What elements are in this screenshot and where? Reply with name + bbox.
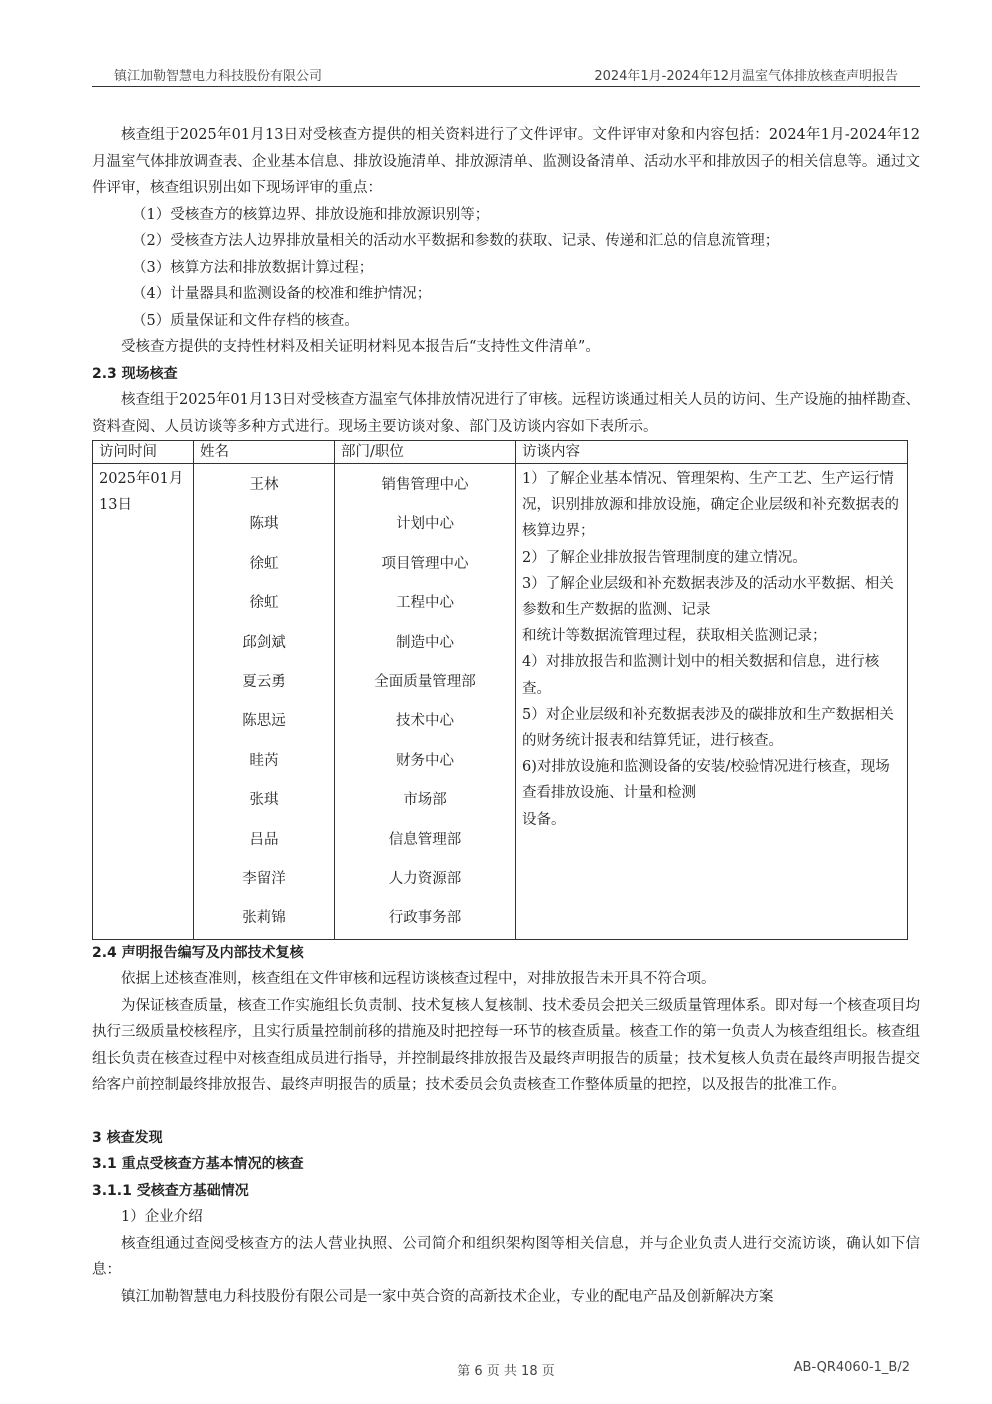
header-interview-content: 访谈内容 bbox=[516, 441, 908, 464]
department: 财务中心 bbox=[396, 752, 454, 769]
header-report-title: 2024年1月-2024年12月温室气体排放核查声明报告 bbox=[594, 69, 898, 84]
list-item: （4）计量器具和监测设备的校准和维护情况； bbox=[132, 286, 432, 302]
interview-topic: 1）了解企业基本情况、管理架构、生产工艺、生产运行情况，识别排放源和排放设施，确定企业层级和补充数据表的核算边界； bbox=[522, 471, 899, 540]
list-item: （5）质量保证和文件存档的核查。 bbox=[132, 312, 359, 329]
page-content bbox=[92, 122, 920, 1310]
person-name: 眭芮 bbox=[249, 752, 279, 769]
department: 全面质量管理部 bbox=[374, 673, 476, 690]
interview-topic: 6)对排放设施和监测设备的安装/校验情况进行核查，现场查看排放设施、计量和检测 bbox=[522, 759, 890, 802]
paragraph-review-license: 核查组通过查阅受核查方的法人营业执照、公司简介和组织架构图等相关信息，并与企业负责人进行交流访谈，确认如下信息： bbox=[92, 1235, 920, 1279]
person-name: 吕品 bbox=[249, 831, 279, 848]
person-name: 徐虹 bbox=[249, 595, 279, 612]
person-name: 夏云勇 bbox=[242, 673, 286, 690]
person-name: 陈思远 bbox=[242, 713, 286, 730]
paragraph-document-review: 核查组于2025年01月13日对受核查方提供的相关资料进行了文件评审。文件评审对象和内容包括：2024年1月-2024年12月温室气体排放调查表、企业基本信息、排放设施清单、排放源清单、监测设备清单、活动水平和排放因子的相关信息等。通过文件评审，核查组识别出如下现场评审的重点： bbox=[92, 127, 920, 196]
section-heading-2-3: 2.3 现场核查 bbox=[92, 365, 178, 382]
section-heading-2-4: 2.4 声明报告编写及内部技术复核 bbox=[92, 944, 304, 961]
list-item: （2）受核查方法人边界排放量相关的活动水平数据和参数的获取、记录、传递和汇总的信息流管理； bbox=[132, 233, 780, 249]
blank-line bbox=[92, 1099, 920, 1125]
names-cell bbox=[194, 464, 335, 940]
interview-topic: 设备。 bbox=[522, 811, 566, 828]
visit-time-cell: 2025年01月13日 bbox=[93, 464, 194, 940]
paragraph-company-description: 镇江加勒智慧电力科技股份有限公司是一家中英合资的高新技术企业，专业的配电产品及创新解决方案 bbox=[121, 1288, 774, 1305]
section-heading-3-1: 3.1 重点受核查方基本情况的核查 bbox=[92, 1156, 304, 1173]
interview-topic: 和统计等数据流管理过程，获取相关监测记录； bbox=[522, 628, 827, 645]
paragraph-supporting-materials: 受核查方提供的支持性材料及相关证明材料见本报告后“支持性文件清单”。 bbox=[121, 339, 600, 355]
section-heading-3: 3 核查发现 bbox=[92, 1129, 163, 1146]
table-header-row bbox=[93, 441, 908, 464]
table-row bbox=[93, 464, 908, 940]
department: 工程中心 bbox=[396, 595, 454, 612]
departments-cell bbox=[335, 464, 516, 940]
header-visit-time: 访问时间 bbox=[93, 441, 194, 464]
interview-topic: 5）对企业层级和补充数据表涉及的碳排放和生产数据相关的财务统计报表和结算凭证，进行核查。 bbox=[522, 706, 894, 750]
list-item: （3）核算方法和排放数据计算过程； bbox=[132, 259, 374, 276]
person-name: 徐虹 bbox=[249, 555, 279, 572]
department: 行政事务部 bbox=[388, 910, 462, 927]
person-name: 张琪 bbox=[249, 792, 279, 809]
interview-topic: 3）了解企业层级和补充数据表涉及的活动水平数据、相关参数和生产数据的监测、记录 bbox=[522, 575, 894, 619]
person-name: 张莉锦 bbox=[242, 910, 286, 927]
list-item: （1）受核查方的核算边界、排放设施和排放源识别等； bbox=[132, 206, 490, 223]
person-name: 陈琪 bbox=[249, 516, 279, 533]
person-name: 李留洋 bbox=[242, 870, 286, 887]
subheading-company-intro: 1）企业介绍 bbox=[121, 1209, 203, 1226]
department: 市场部 bbox=[403, 792, 447, 809]
header-department: 部门/职位 bbox=[335, 441, 516, 464]
page-number: 第 6 页 共 18 页 bbox=[457, 1364, 555, 1379]
department: 销售管理中心 bbox=[381, 477, 469, 493]
department: 信息管理部 bbox=[388, 831, 462, 848]
paragraph-quality-system: 为保证核查质量，核查工作实施组长负责制、技术复核人复核制、技术委员会把关三级质量管理体系。即对每一个核查项目均执行三级质量校核程序，且实行质量控制前移的措施及时把控每一环节的核查质量。核查工作的第一负责人为核查组组长。核查组组长负责在核查过程中对核查组成员进行指导，并控制最终排放报告及最终声明报告的质量；技术复核人负责在最终声明报告提交给客户前控制最终排放报告、最终声明报告的质量；技术委员会负责核查工作整体质量的把控，以及报告的批准工作。 bbox=[92, 997, 920, 1094]
department: 计划中心 bbox=[396, 516, 454, 533]
section-heading-3-1-1: 3.1.1 受核查方基础情况 bbox=[92, 1182, 249, 1199]
paragraph-nonconformity: 依据上述核查准则，核查组在文件审核和远程访谈核查过程中，对排放报告未开具不符合项。 bbox=[121, 971, 716, 988]
header-company: 镇江加勒智慧电力科技股份有限公司 bbox=[114, 69, 323, 84]
interview-table bbox=[92, 440, 908, 940]
interview-topic: 2）了解企业排放报告管理制度的建立情况。 bbox=[522, 549, 807, 566]
department: 项目管理中心 bbox=[381, 555, 469, 572]
page-header bbox=[92, 62, 920, 87]
person-name: 王林 bbox=[249, 477, 279, 493]
department: 人力资源部 bbox=[388, 870, 462, 887]
department: 制造中心 bbox=[396, 634, 454, 651]
document-code: AB-QR4060-1_B/2 bbox=[793, 1360, 910, 1375]
department: 技术中心 bbox=[396, 713, 454, 730]
interview-topic: 4）对排放报告和监测计划中的相关数据和信息，进行核查。 bbox=[522, 654, 880, 697]
person-name: 邱剑斌 bbox=[242, 634, 286, 651]
header-name: 姓名 bbox=[194, 441, 335, 464]
paragraph-site-check: 核查组于2025年01月13日对受核查方温室气体排放情况进行了审核。远程访谈通过相关人员的访问、生产设施的抽样勘查、资料查阅、人员访谈等多种方式进行。现场主要访谈对象、部门及访谈内容如下表所示。 bbox=[92, 392, 920, 435]
interview-content-cell bbox=[516, 464, 908, 940]
